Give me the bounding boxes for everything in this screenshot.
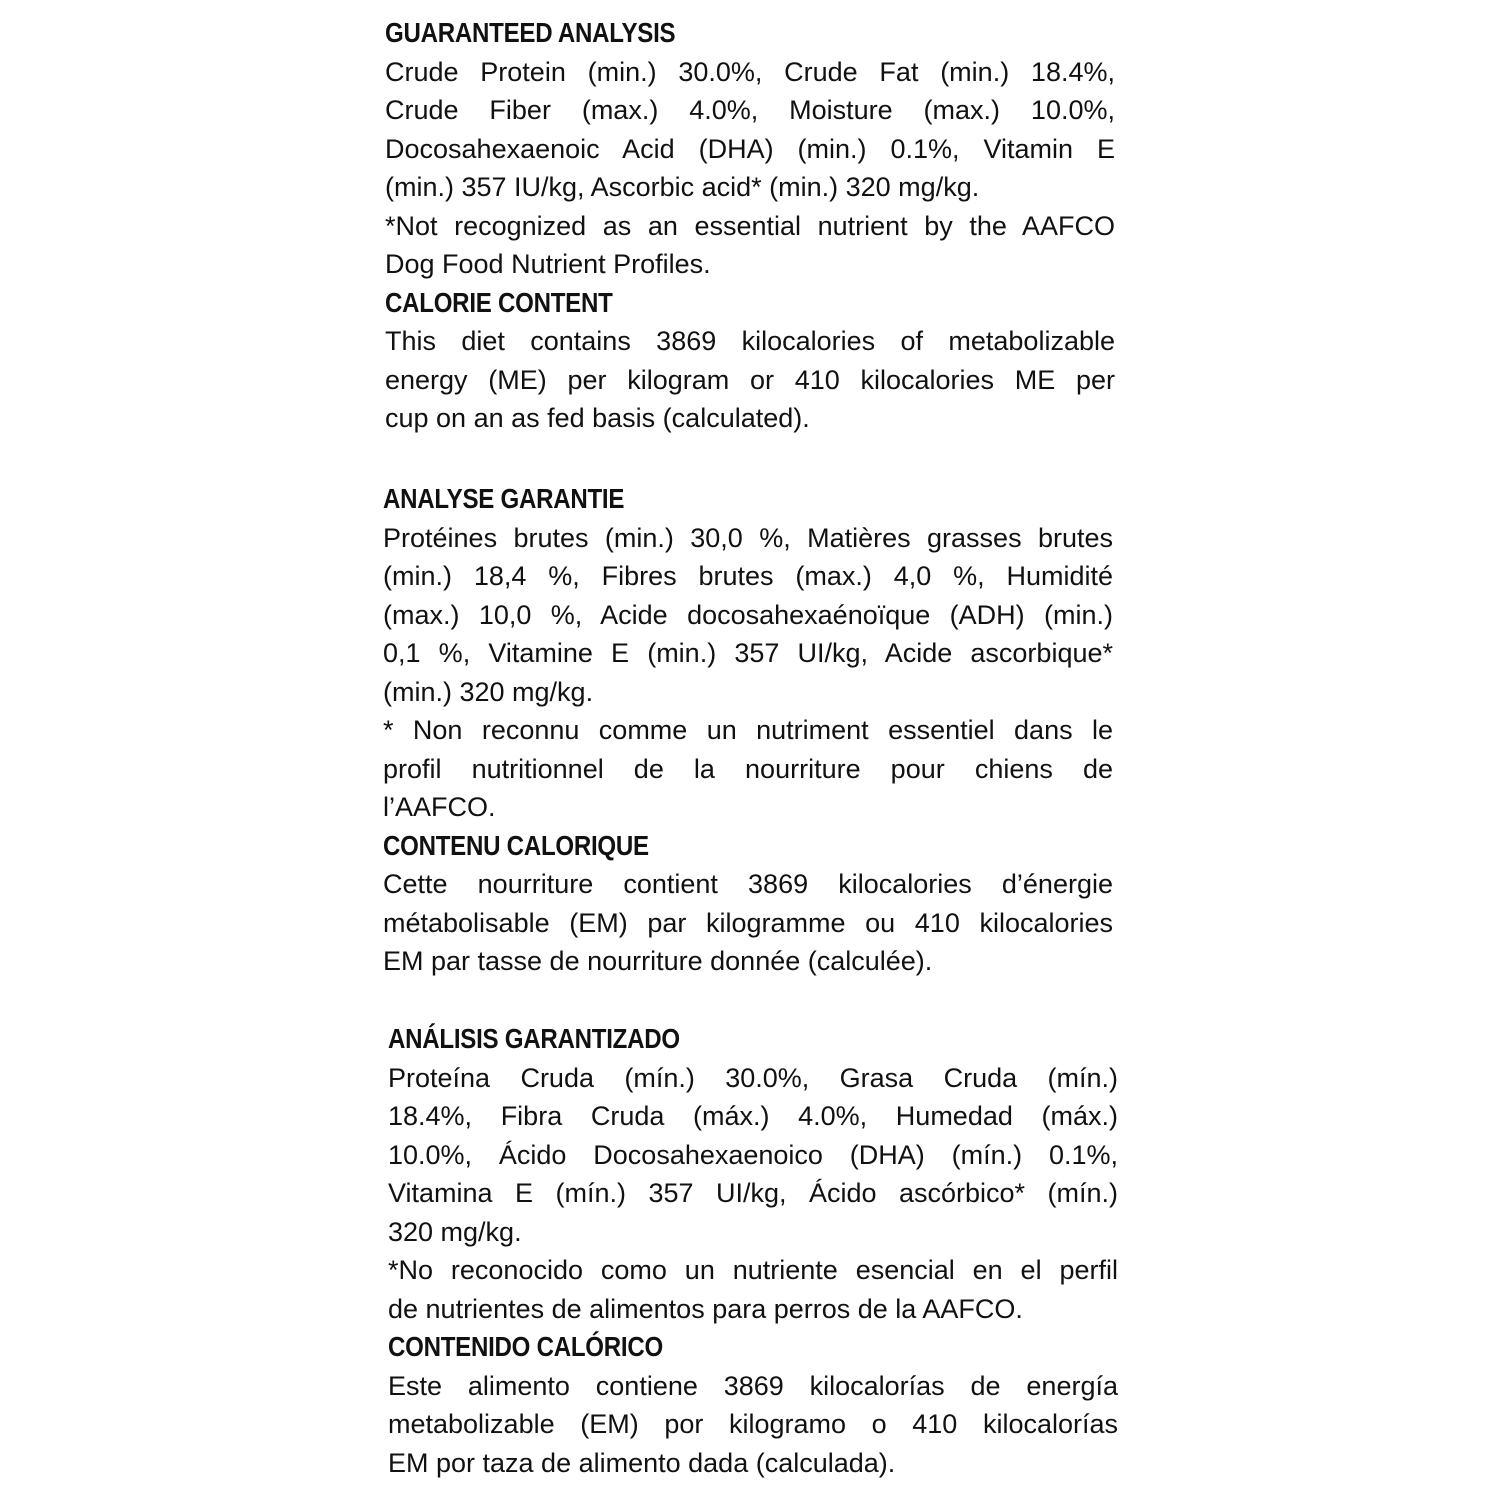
- text-line: Vitamina E (mín.) 357 UI/kg, Ácido ascórbico* (mín.): [388, 1178, 1118, 1208]
- section-heading: ANALYSE GARANTIE: [383, 483, 625, 514]
- text-line: Cette nourriture contient 3869 kilocalories d’énergie: [383, 869, 1113, 899]
- text-line: (min.) 357 IU/kg, Ascorbic acid* (min.) 320 mg/kg.: [385, 172, 980, 202]
- paragraph: [385, 53, 1115, 207]
- paragraph: [388, 1367, 1118, 1483]
- section-heading: CALORIE CONTENT: [385, 286, 613, 318]
- english-section: [385, 14, 1115, 438]
- text-line: This diet contains 3869 kilocalories of metabolizable: [385, 326, 1115, 356]
- text-line: 18.4%, Fibra Cruda (máx.) 4.0%, Humedad (máx.): [388, 1101, 1118, 1131]
- french-section: [383, 480, 1113, 981]
- text-line: métabolisable (EM) par kilogramme ou 410 kilocalories: [383, 907, 1113, 938]
- text-line: Este alimento contiene 3869 kilocalorías de energía: [388, 1370, 1118, 1401]
- text-line: de nutrientes de alimentos para perros de la AAFCO.: [388, 1293, 1023, 1324]
- paragraph: [385, 322, 1115, 438]
- text-line: metabolizable (EM) por kilogramo o 410 kilocalorías: [388, 1409, 1118, 1439]
- text-line: * Non reconnu comme un nutriment essentiel dans le: [383, 715, 1113, 745]
- paragraph: [388, 1059, 1118, 1252]
- text-line: 0,1 %, Vitamine E (min.) 357 UI/kg, Acide ascorbique*: [383, 638, 1113, 668]
- section-heading: ANÁLISIS GARANTIZADO: [388, 1023, 680, 1054]
- text-line: 10.0%, Ácido Docosahexaenoico (DHA) (mín.) 0.1%,: [388, 1139, 1118, 1170]
- text-line: Crude Protein (min.) 30.0%, Crude Fat (min.) 18.4%,: [385, 56, 1115, 87]
- text-line: energy (ME) per kilogram or 410 kilocalories ME per: [385, 364, 1115, 395]
- section-heading: CONTENU CALORIQUE: [383, 829, 649, 861]
- spanish-section: [388, 1020, 1118, 1482]
- text-line: Protéines brutes (min.) 30,0 %, Matières grasses brutes: [383, 522, 1113, 553]
- text-line: Docosahexaenoic Acid (DHA) (min.) 0.1%, Vitamin E: [385, 133, 1115, 164]
- text-line: (min.) 320 mg/kg.: [383, 676, 594, 707]
- text-line: EM par tasse de nourriture donnée (calculée).: [383, 946, 933, 976]
- text-line: (min.) 18,4 %, Fibres brutes (max.) 4,0 %, Humidité: [383, 561, 1113, 591]
- paragraph: [385, 207, 1115, 284]
- text-line: Dog Food Nutrient Profiles.: [385, 249, 711, 279]
- text-line: l’AAFCO.: [383, 792, 496, 822]
- paragraph: [388, 1251, 1118, 1328]
- paragraph: [383, 711, 1113, 827]
- text-line: EM por taza de alimento dada (calculada).: [388, 1447, 896, 1478]
- section-heading: CONTENIDO CALÓRICO: [388, 1331, 663, 1362]
- text-line: 320 mg/kg.: [388, 1216, 522, 1247]
- text-line: Proteína Cruda (mín.) 30.0%, Grasa Cruda (mín.): [388, 1062, 1118, 1093]
- section-heading: GUARANTEED ANALYSIS: [385, 17, 676, 48]
- text-line: cup on an as fed basis (calculated).: [385, 403, 810, 433]
- paragraph: [383, 519, 1113, 712]
- paragraph: [383, 865, 1113, 981]
- text-line: (max.) 10,0 %, Acide docosahexaénoïque (ADH) (min.): [383, 599, 1113, 630]
- text-line: Crude Fiber (max.) 4.0%, Moisture (max.) 10.0%,: [385, 95, 1115, 125]
- text-line: profil nutritionnel de la nourriture pour chiens de: [383, 753, 1113, 784]
- text-line: *No reconocido como un nutriente esencial en el perfil: [388, 1255, 1118, 1285]
- text-line: *Not recognized as an essential nutrient by the AAFCO: [385, 210, 1115, 241]
